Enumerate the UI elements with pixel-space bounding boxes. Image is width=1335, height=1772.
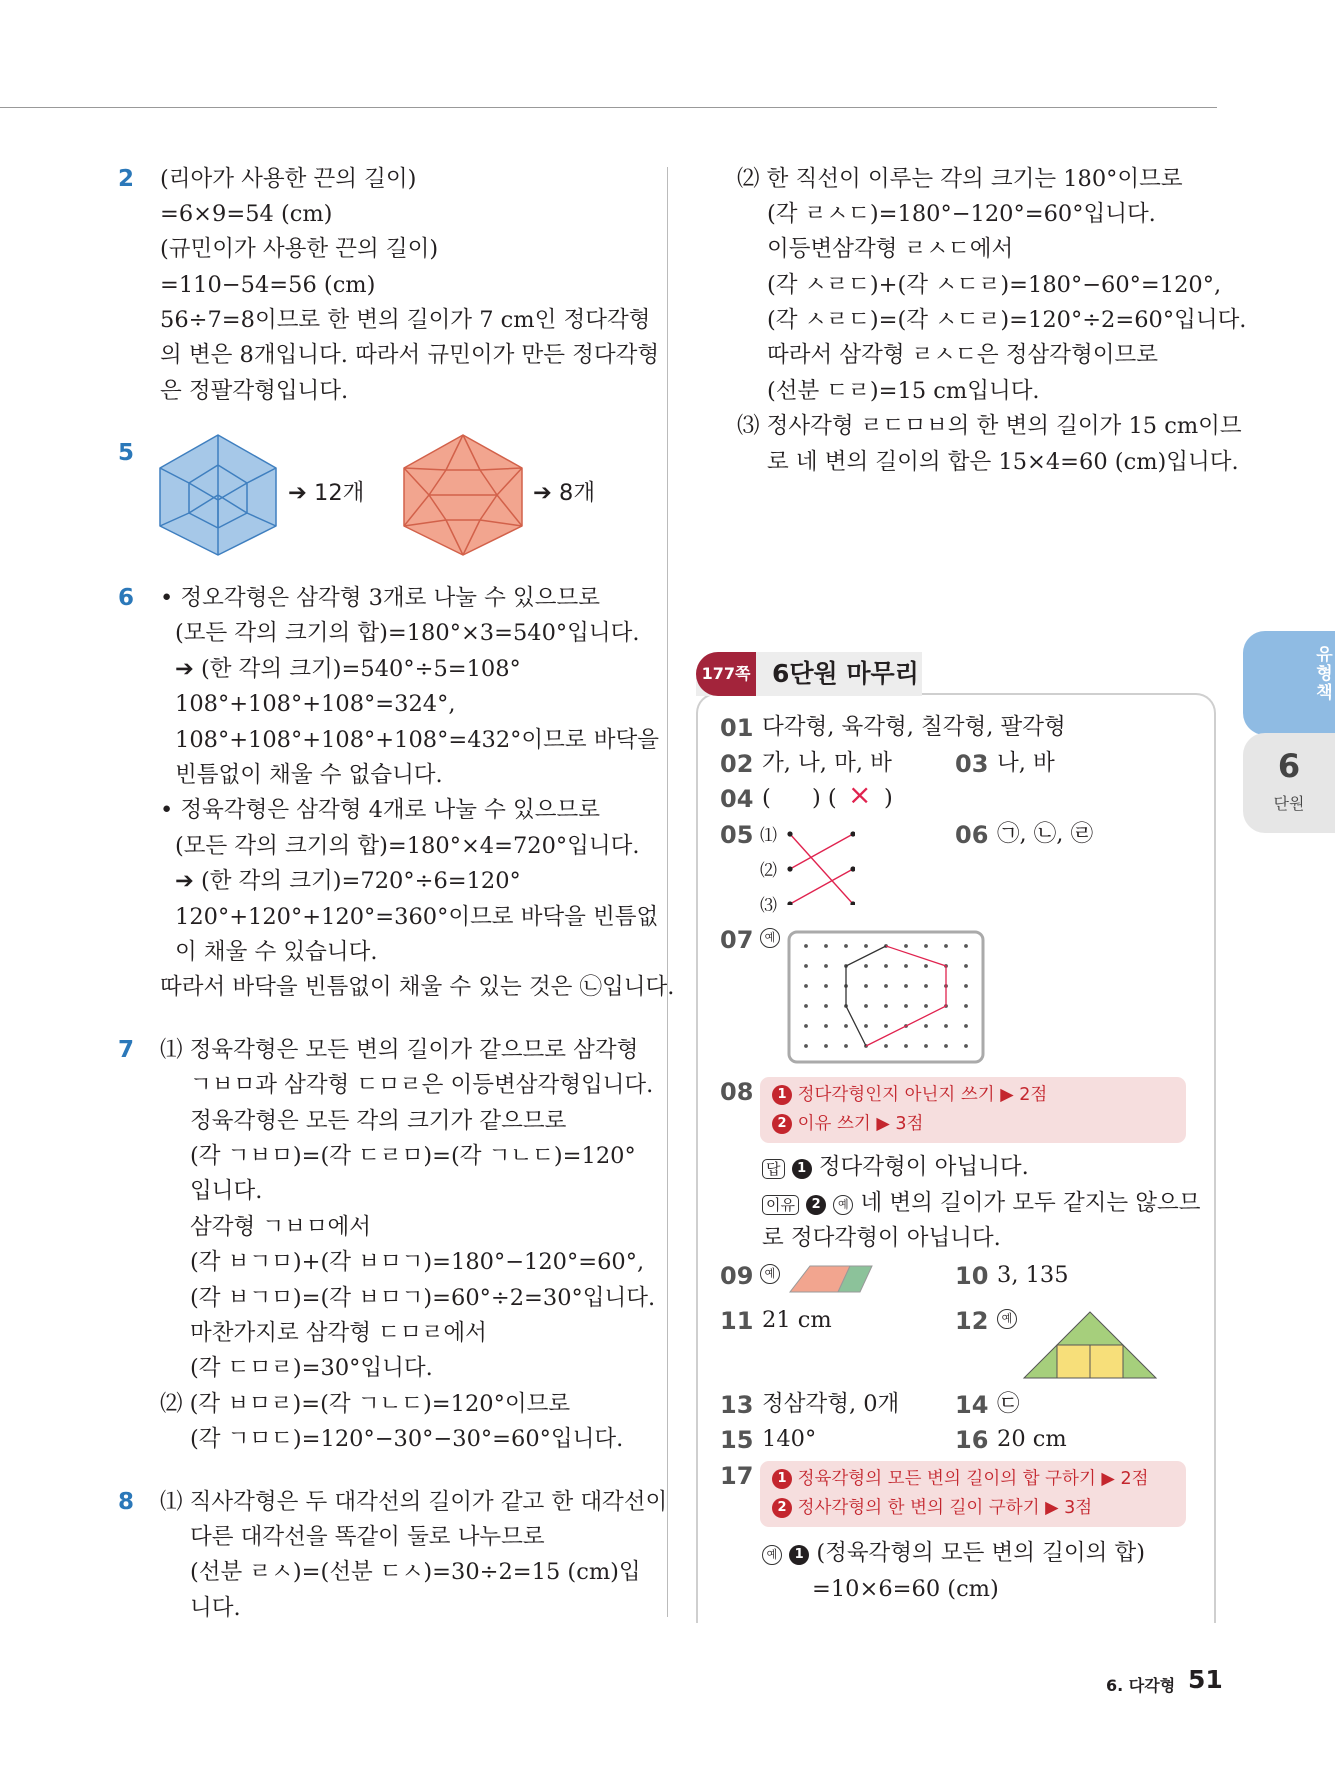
text-line: ⑶ 정사각형 ㄹㄷㅁㅂ의 한 변의 길이가 15 cm이므 — [737, 413, 1242, 439]
grid-dot — [924, 964, 928, 968]
answer-badge: 답 — [762, 1159, 785, 1179]
grid-dot — [964, 984, 968, 988]
grid-dot — [864, 984, 868, 988]
answer-08-answer-text: 정다각형이 아닙니다. — [818, 1154, 1029, 1180]
answer-17-line-2: =10×6=60 (cm) — [812, 1576, 999, 1602]
grid-dot — [804, 984, 808, 988]
side-tab-type-book-label: 유형책 — [1312, 645, 1332, 702]
text-line: ⑵ 한 직선이 이루는 각의 크기는 180°이므로 — [737, 166, 1183, 192]
grid-dot — [864, 944, 868, 948]
answer-09-example — [760, 1264, 780, 1284]
text-line: • 정오각형은 삼각형 3개로 나눌 수 있으므로 — [160, 585, 600, 611]
answer-16-text: 20 cm — [997, 1426, 1067, 1452]
reason-badge: 이유 — [762, 1195, 799, 1215]
section-page-tag: 177쪽 — [696, 652, 756, 696]
side-tab-type-book[interactable] — [1243, 631, 1335, 735]
text-line: 은 정팔각형입니다. — [160, 378, 349, 404]
grid-dot — [824, 1004, 828, 1008]
answer-04-x-mark: × — [848, 778, 872, 811]
footer-page-number: 51 — [1188, 1665, 1223, 1694]
answer-03-text: 나, 바 — [997, 750, 1055, 776]
grid-dot — [864, 964, 868, 968]
grid-dot — [804, 944, 808, 948]
text-line: (각 ㄱㅁㄷ)=120°−30°−30°=60°입니다. — [190, 1426, 624, 1452]
text-line: (선분 ㄷㄹ)=15 cm입니다. — [767, 378, 1040, 404]
grid-dot — [804, 1004, 808, 1008]
text-line: 이등변삼각형 ㄹㅅㄷ에서 — [767, 236, 1014, 262]
answer-12-example — [997, 1309, 1017, 1329]
answer-11-text: 21 cm — [762, 1307, 832, 1333]
answer-04-close: ) — [884, 785, 893, 811]
text-line: • 정육각형은 삼각형 4개로 나눌 수 있으므로 — [160, 797, 600, 823]
grid-dot — [884, 964, 888, 968]
text-line: (각 ㄹㅅㄷ)=180°−120°=60°입니다. — [767, 201, 1156, 227]
answer-16-number: 16 — [955, 1426, 989, 1454]
text-line: 의 변은 8개입니다. 따라서 규민이가 만든 정다각형 — [160, 342, 660, 368]
grid-dot — [804, 964, 808, 968]
answer-06-text: ㉠, ㉡, ㉣ — [997, 821, 1094, 847]
answer-07-example — [760, 928, 780, 948]
side-tab-unit-label: 단원 — [1273, 794, 1305, 813]
answer-01-text: 다각형, 육각형, 칠각형, 팔각형 — [762, 714, 1066, 740]
grid-dot — [924, 944, 928, 948]
match-label-2: ⑵ — [760, 861, 777, 881]
grid-dot — [924, 1044, 928, 1048]
text-line: (모든 각의 크기의 합)=180°×4=720°입니다. — [175, 833, 640, 859]
text-line: 니다. — [190, 1595, 241, 1621]
grid-dot — [824, 1044, 828, 1048]
text-line: 108°+108°+108°+108°=432°이므로 바닥을 — [175, 727, 659, 753]
text-line: 다른 대각선을 똑같이 둘로 나누므로 — [190, 1524, 545, 1550]
answer-09-number: 09 — [720, 1262, 754, 1290]
grid-dot — [964, 1044, 968, 1048]
answer-08-answer: 답 1 정다각형이 아닙니다. — [762, 1154, 1029, 1180]
red-hexagon-tiled — [402, 432, 524, 558]
match-label-3: ⑶ — [760, 896, 777, 916]
text-line: (각 ㅂㄱㅁ)+(각 ㅂㅁㄱ)=180°−120°=60°, — [190, 1249, 645, 1275]
text-line: ⑴ 직사각형은 두 대각선의 길이가 같고 한 대각선이 — [160, 1489, 668, 1515]
grid-dot — [904, 964, 908, 968]
matching-lines — [785, 825, 855, 905]
text-line: 마찬가지로 삼각형 ㄷㅁㄹ에서 — [190, 1320, 487, 1346]
answer-11-number: 11 — [720, 1307, 754, 1335]
answer-17-hint-1: 1 정육각형의 모든 변의 길이의 합 구하기 ▶ 2점 — [772, 1464, 1149, 1494]
answer-17-line-1: 예 1 (정육각형의 모든 변의 길이의 합) — [762, 1540, 1145, 1566]
grid-dot — [964, 964, 968, 968]
grid-dot — [904, 944, 908, 948]
answer-14-text: ㉢ — [997, 1391, 1020, 1417]
text-line: (각 ㄷㅁㄹ)=30°입니다. — [190, 1355, 433, 1381]
answer-06-number: 06 — [955, 821, 989, 849]
text-line: 56÷7=8이므로 한 변의 길이가 7 cm인 정다각형 — [160, 307, 651, 333]
dot-grid-hexagon — [787, 930, 985, 1064]
example-badge: 예 — [762, 1545, 782, 1565]
answer-12-number: 12 — [955, 1307, 989, 1335]
answer-04-number: 04 — [720, 785, 754, 813]
text-line: (선분 ㄹㅅ)=(선분 ㄷㅅ)=30÷2=15 (cm)입 — [190, 1559, 641, 1585]
grid-dot — [904, 1004, 908, 1008]
text-line: ⑵ (각 ㅂㅁㄹ)=(각 ㄱㄴㄷ)=120°이므로 — [160, 1391, 571, 1417]
footer-chapter: 6. 다각형 — [1106, 1676, 1176, 1695]
grid-dot — [944, 1044, 948, 1048]
grid-dot — [844, 1024, 848, 1028]
example-badge: 예 — [760, 928, 780, 948]
problem-6-number: 6 — [118, 585, 135, 611]
grid-dot — [944, 944, 948, 948]
text-line: =6×9=54 (cm) — [160, 201, 333, 227]
answer-13-number: 13 — [720, 1391, 754, 1419]
answer-08-reason-line-2: 로 정다각형이 아닙니다. — [762, 1225, 1001, 1251]
hint-text: 정육각형의 모든 변의 길이의 합 구하기 ▶ 2점 — [797, 1469, 1149, 1489]
answer-02-number: 02 — [720, 750, 754, 778]
grid-dot — [884, 1044, 888, 1048]
example-badge: 예 — [997, 1309, 1017, 1329]
answer-17-number: 17 — [720, 1462, 754, 1490]
text-line: 정육각형은 모든 각의 크기가 같으므로 — [190, 1108, 567, 1134]
answer-15-number: 15 — [720, 1426, 754, 1454]
section-title: 6단원 마무리 — [772, 659, 919, 688]
hint-text: 정사각형의 한 변의 길이 구하기 ▶ 3점 — [797, 1498, 1093, 1518]
grid-dot — [964, 1024, 968, 1028]
answer-17-text: (정육각형의 모든 변의 길이의 합) — [816, 1540, 1146, 1566]
grid-dot — [824, 944, 828, 948]
text-line: ㄱㅂㅁ과 삼각형 ㄷㅁㄹ은 이등변삼각형입니다. — [190, 1072, 654, 1098]
text-line: 따라서 바닥을 빈틈없이 채울 수 있는 것은 ㉡입니다. — [160, 974, 675, 1000]
blue-rhombus-hexagon — [158, 432, 278, 558]
grid-dot — [924, 1004, 928, 1008]
text-line: 빈틈없이 채울 수 없습니다. — [175, 762, 443, 788]
match-label-1: ⑴ — [760, 826, 777, 846]
text-line: 108°+108°+108°=324°, — [175, 691, 456, 717]
text-line: 로 네 변의 길이의 합은 15×4=60 (cm)입니다. — [767, 449, 1239, 475]
grid-dot — [944, 1024, 948, 1028]
text-line: (각 ㄱㅂㅁ)=(각 ㄷㄹㅁ)=(각 ㄱㄴㄷ)=120° — [190, 1143, 636, 1169]
grid-dot — [844, 1044, 848, 1048]
grid-dot — [864, 1004, 868, 1008]
answer-05-number: 05 — [720, 821, 754, 849]
grid-dot — [904, 1044, 908, 1048]
text-line: 삼각형 ㄱㅂㅁ에서 — [190, 1214, 372, 1240]
answer-03-number: 03 — [955, 750, 989, 778]
answer-13-text: 정삼각형, 0개 — [762, 1391, 900, 1417]
trapezoid-cut-figure — [788, 1264, 874, 1294]
text-line: ➔ (한 각의 크기)=720°÷6=120° — [175, 868, 521, 894]
problem-7-number: 7 — [118, 1037, 135, 1063]
reason-text: 네 변의 길이가 모두 같지는 않으므 — [860, 1190, 1201, 1216]
answer-04-mid: ) ( — [812, 785, 837, 811]
answer-10-number: 10 — [955, 1262, 989, 1290]
text-line: 입니다. — [190, 1178, 263, 1204]
answer-10-text: 3, 135 — [997, 1262, 1069, 1288]
example-badge: 예 — [833, 1195, 853, 1215]
answer-02-text: 가, 나, 마, 바 — [762, 750, 892, 776]
grid-dot — [964, 1004, 968, 1008]
answer-08-hint-2: 2 이유 쓰기 ▶ 3점 — [772, 1109, 923, 1139]
text-line: (리아가 사용한 끈의 길이) — [160, 166, 417, 192]
grid-dot — [964, 944, 968, 948]
text-line: (각 ㅅㄹㄷ)+(각 ㅅㄷㄹ)=180°−60°=120°, — [767, 272, 1222, 298]
side-tab-unit[interactable] — [1243, 733, 1335, 833]
answer-07-number: 07 — [720, 926, 754, 954]
text-line: 이 채울 수 있습니다. — [175, 939, 378, 965]
text-line: 따라서 삼각형 ㄹㅅㄷ은 정삼각형이므로 — [767, 342, 1158, 368]
text-line: ⑴ 정육각형은 모든 변의 길이가 같으므로 삼각형 — [160, 1037, 639, 1063]
text-line: =110−54=56 (cm) — [160, 272, 376, 298]
grid-dot — [804, 1044, 808, 1048]
grid-dot — [864, 1024, 868, 1028]
answer-04-open: ( — [762, 785, 771, 811]
text-line: (각 ㅂㄱㅁ)=(각 ㅂㅁㄱ)=60°÷2=30°입니다. — [190, 1285, 656, 1311]
hint-text: 정다각형인지 아닌지 쓰기 ▶ 2점 — [797, 1085, 1048, 1105]
grid-dot — [844, 944, 848, 948]
problem-5-answer-2: ➔ 8개 — [533, 480, 596, 506]
side-tab-unit-number: 6 — [1277, 747, 1301, 785]
text-line: (규민이가 사용한 끈의 길이) — [160, 236, 439, 262]
triangle-tiling-figure — [1022, 1310, 1158, 1380]
problem-5-number: 5 — [118, 440, 135, 466]
answer-14-number: 14 — [955, 1391, 989, 1419]
text-line: 120°+120°+120°=360°이므로 바닥을 빈틈없 — [175, 904, 659, 930]
text-line: (모든 각의 크기의 합)=180°×3=540°입니다. — [175, 620, 640, 646]
text-line: (각 ㅅㄹㄷ)=(각 ㅅㄷㄹ)=120°÷2=60°입니다. — [767, 307, 1247, 333]
answer-17-hint-2: 2 정사각형의 한 변의 길이 구하기 ▶ 3점 — [772, 1493, 1092, 1523]
grid-dot — [804, 1024, 808, 1028]
grid-dot — [824, 984, 828, 988]
problem-2-number: 2 — [118, 166, 135, 192]
hint-text: 이유 쓰기 ▶ 3점 — [797, 1114, 924, 1134]
grid-dot — [824, 1024, 828, 1028]
answer-08-hint-1: 1 정다각형인지 아닌지 쓰기 ▶ 2점 — [772, 1080, 1047, 1110]
grid-dot — [904, 984, 908, 988]
answer-08-reason-line-1: 이유 2 예 네 변의 길이가 모두 같지는 않으므 — [762, 1190, 1201, 1216]
answer-01-number: 01 — [720, 714, 754, 742]
grid-dot — [884, 1024, 888, 1028]
answer-08-number: 08 — [720, 1078, 754, 1106]
column-divider — [667, 167, 668, 1617]
grid-dot — [924, 984, 928, 988]
grid-dot — [884, 984, 888, 988]
text-line: ➔ (한 각의 크기)=540°÷5=108° — [175, 656, 521, 682]
top-rule — [0, 107, 1217, 108]
grid-dot — [924, 1024, 928, 1028]
example-badge: 예 — [760, 1264, 780, 1284]
grid-dot — [884, 1004, 888, 1008]
problem-5-answer-1: ➔ 12개 — [288, 480, 365, 506]
answer-15-text: 140° — [762, 1426, 817, 1452]
grid-dot — [824, 964, 828, 968]
problem-8-number: 8 — [118, 1489, 135, 1515]
